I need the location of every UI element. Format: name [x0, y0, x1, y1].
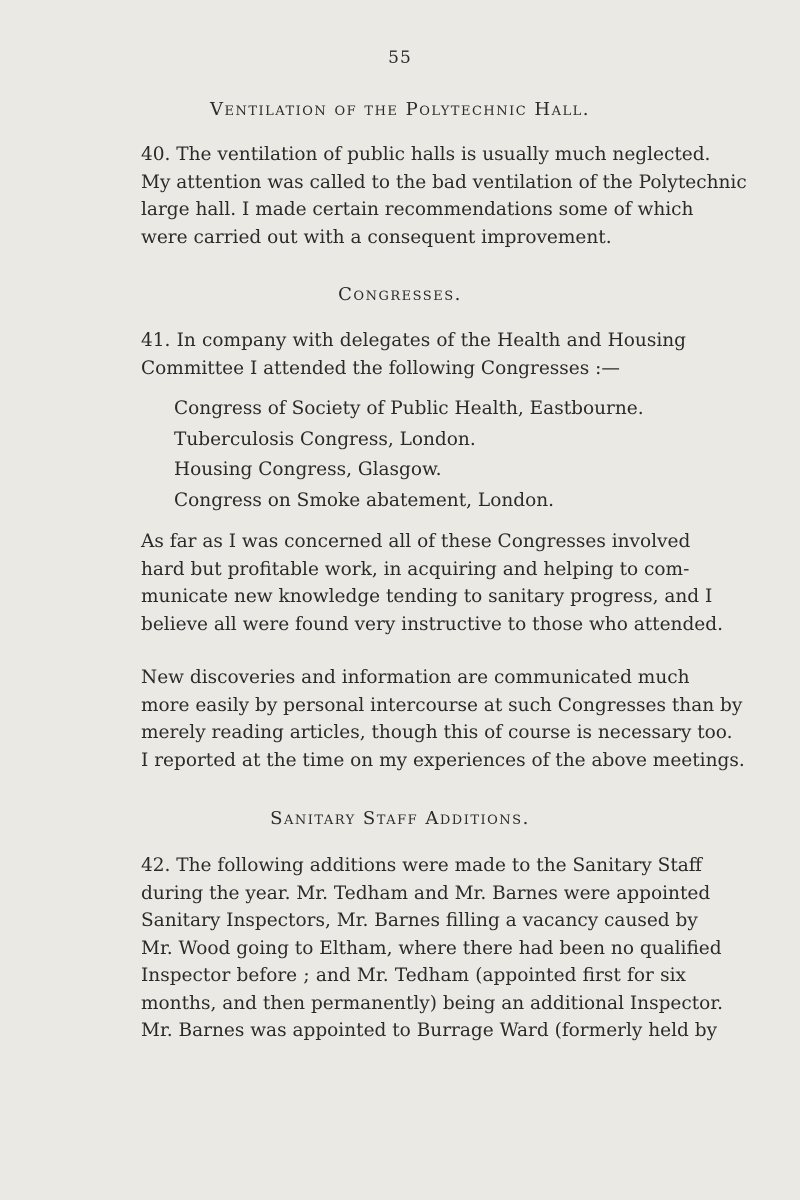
paragraph-congresses-3 [141, 664, 745, 774]
paragraph-42 [141, 852, 724, 1045]
text-line: 40. The ventilation of public halls is usually much neglected. [141, 144, 711, 165]
list-item: Congress on Smoke abatement, London. [174, 489, 555, 511]
heading-congresses: Congresses. [338, 284, 462, 305]
text-line: My attention was called to the bad ventilation of the Polytechnic [141, 171, 747, 193]
text-line: 42. The following additions were made to the Sanitary Staff [141, 855, 702, 876]
text-line: municate new knowledge tending to sanitary progress, and I [141, 586, 713, 607]
paragraph-40 [141, 141, 747, 251]
text-line: Mr. Barnes was appointed to Burrage Ward (formerly held by [141, 1020, 718, 1041]
text-line: more easily by personal intercourse at such Congresses than by [141, 694, 743, 716]
list-item: Tuberculosis Congress, London. [174, 428, 476, 450]
text-line: were carried out with a consequent improvement. [141, 226, 612, 248]
heading-ventilation: Ventilation of the Polytechnic Hall. [209, 99, 590, 120]
text-line: Mr. Wood going to Eltham, where there had been no qualified [141, 937, 722, 959]
text-line: months, and then permanently) being an additional Inspector. [141, 992, 724, 1014]
paragraph-congresses-2 [141, 528, 723, 638]
text-line: As far as I was concerned all of these Congresses involved [141, 531, 691, 552]
text-line: I reported at the time on my experiences of the above meetings. [141, 749, 745, 771]
text-line: Committee I attended the following Congresses :— [141, 357, 620, 379]
heading-sanitary-staff: Sanitary Staff Additions. [270, 808, 530, 829]
text-line: during the year. Mr. Tedham and Mr. Barnes were appointed [141, 882, 711, 904]
text-line: Sanitary Inspectors, Mr. Barnes filling a vacancy caused by [141, 910, 698, 931]
text-line: hard but profitable work, in acquiring and helping to com- [141, 558, 690, 580]
text-line: large hall. I made certain recommendations some of which [141, 199, 694, 220]
page-number: 55 [388, 48, 412, 68]
text-line: 41. In company with delegates of the Health and Housing [141, 330, 686, 351]
congress-list [174, 394, 644, 516]
text-line: Inspector before ; and Mr. Tedham (appointed first for six [141, 965, 686, 986]
list-item: Congress of Society of Public Health, Eastbourne. [174, 398, 644, 419]
text-line: believe all were found very instructive to those who attended. [141, 613, 723, 635]
paragraph-41 [141, 327, 686, 382]
text-line: merely reading articles, though this of course is necessary too. [141, 722, 733, 743]
text-line: New discoveries and information are communicated much [141, 667, 690, 688]
list-item: Housing Congress, Glasgow. [174, 459, 442, 480]
